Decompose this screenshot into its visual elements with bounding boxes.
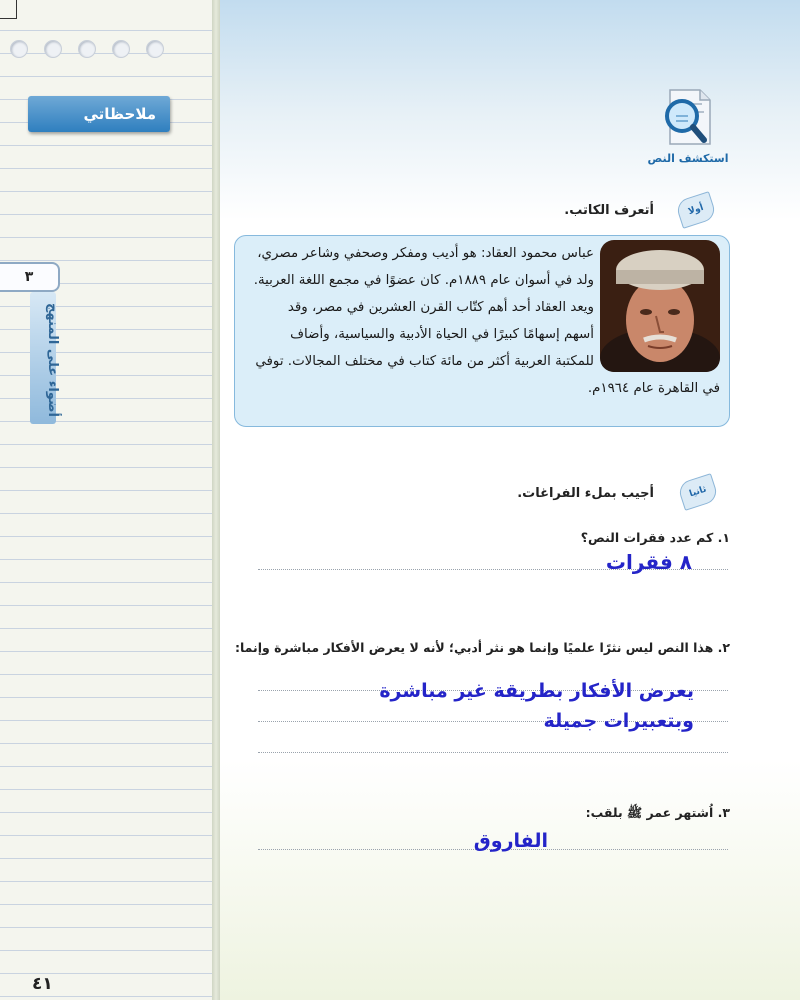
section-title-writer: أتعرف الكاتب. bbox=[564, 203, 654, 218]
bio-line: ولد في أسوان عام ١٨٨٩م. كان عضوًا في مجمع اللغة العربية. bbox=[253, 273, 594, 288]
binder-hole bbox=[44, 40, 62, 58]
question-2: ٢. هذا النص ليس نثرًا علميًا وإنما هو نثر أدبي؛ لأنه لا يعرض الأفكار مباشرة وإنما: bbox=[234, 640, 730, 655]
unit-number: ٣ bbox=[0, 262, 60, 292]
answer-3[interactable]: الفاروق bbox=[473, 830, 548, 852]
explore-text-label: استكشف النص bbox=[647, 152, 729, 165]
answer-1[interactable]: ٨ فقرات bbox=[605, 550, 692, 574]
author-portrait bbox=[600, 240, 720, 372]
bio-line: في القاهرة عام ١٩٦٤م. bbox=[587, 381, 720, 396]
unit-title: أضواء على المنهج bbox=[45, 303, 60, 417]
binder-hole bbox=[146, 40, 164, 58]
notes-sidebar bbox=[0, 0, 212, 1000]
writer-bio-text-end bbox=[244, 375, 720, 402]
notebook-spine bbox=[212, 0, 220, 1000]
answer-line bbox=[258, 752, 728, 753]
bio-line: ويعد العقاد أحد أهم كتّاب القرن العشرين في مصر، وقد bbox=[287, 300, 594, 315]
question-3: ٣. اُشتهر عمر ﷺ بلقب: bbox=[585, 805, 730, 820]
section-badge-second: ثانيا bbox=[677, 473, 720, 511]
corner-mark bbox=[0, 0, 17, 19]
notes-tab: ملاحظاتي bbox=[28, 96, 170, 132]
binder-hole bbox=[10, 40, 28, 58]
bio-line: أسهم إسهامًا كبيرًا في الحياة الأدبية والسياسية، وأضاف bbox=[290, 327, 594, 342]
document-magnifier-icon bbox=[656, 88, 720, 148]
bio-line: للمكتبة العربية أكثر من مائة كتاب في مختلف المجالات. توفي bbox=[255, 354, 594, 369]
binder-holes bbox=[10, 40, 164, 58]
section-badge-first: أولا bbox=[675, 191, 718, 229]
answer-2[interactable]: يعرض الأفكار بطريقة غير مباشرة وبتعبيرات جميلة bbox=[379, 680, 694, 732]
binder-hole bbox=[78, 40, 96, 58]
binder-hole bbox=[112, 40, 130, 58]
section-title-fill-blanks: أجيب بملء الفراغات. bbox=[517, 486, 654, 501]
page-number: ٤١ bbox=[32, 974, 53, 994]
writer-bio-text bbox=[244, 240, 594, 375]
question-1: ١. كم عدد فقرات النص؟ bbox=[580, 530, 730, 545]
bio-line: عباس محمود العقاد: هو أديب ومفكر وصحفي وشاعر مصري، bbox=[257, 246, 594, 261]
